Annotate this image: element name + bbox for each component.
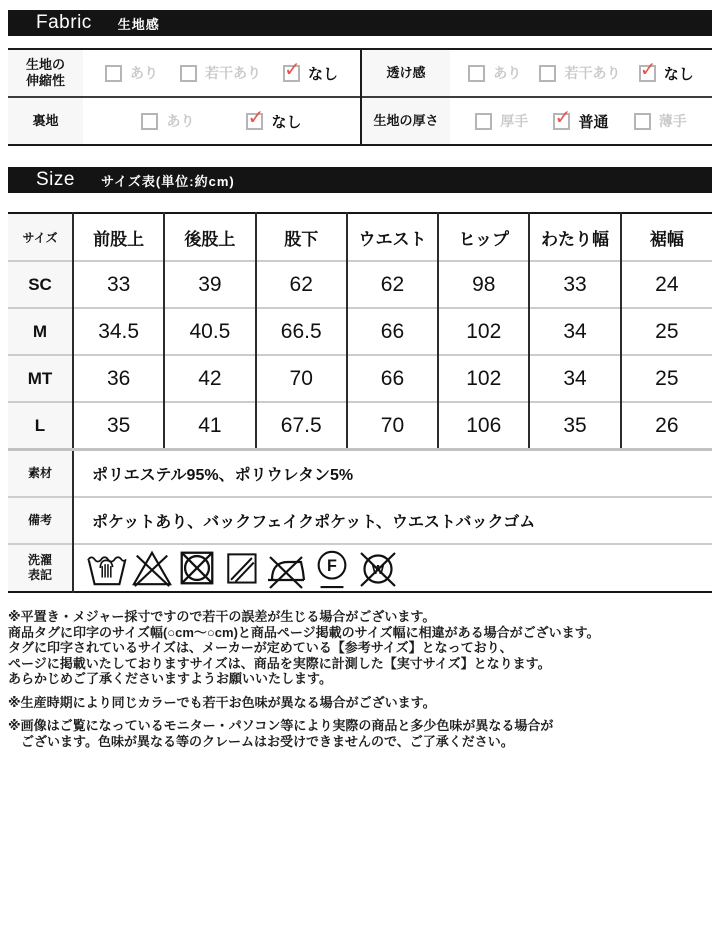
hand-wash-icon <box>86 545 128 591</box>
fabric-title-ja: 生地感 <box>117 16 160 32</box>
checkbox-unchecked-icon <box>539 65 556 82</box>
size-cell: 25 <box>621 355 712 402</box>
size-cell: 26 <box>621 402 712 450</box>
checkbox-unchecked-icon <box>180 65 197 82</box>
column-header-susohaba: 裾幅 <box>621 213 712 261</box>
svg-text:W: W <box>371 562 385 577</box>
size-row-l <box>8 402 712 450</box>
svg-text:F: F <box>327 556 337 575</box>
footnotes <box>8 609 712 749</box>
size-cell: 67.5 <box>256 402 347 450</box>
footnote-line: ページに掲載いたしておりますサイズは、商品を実際に計測した【実寸サイズ】となります。 <box>8 655 551 671</box>
size-cell: 35 <box>73 402 164 450</box>
size-cell: 62 <box>347 261 438 308</box>
size-cell: 42 <box>164 355 255 402</box>
size-cell: 35 <box>529 402 620 450</box>
option-lining-ari: あり <box>141 111 194 131</box>
dry-in-shade-icon <box>221 545 261 591</box>
fabric-thickness-options <box>450 98 712 144</box>
fabric-stretch-row <box>8 50 360 96</box>
size-section-bar <box>8 167 712 193</box>
size-cell: 25 <box>621 308 712 355</box>
footnote-monitor <box>8 718 712 749</box>
size-cell: 62 <box>256 261 347 308</box>
size-title-en: Size <box>36 169 75 190</box>
fabric-section-bar <box>8 10 712 36</box>
do-not-tumble-dry-icon <box>176 545 218 591</box>
checkbox-checked-icon <box>283 65 300 82</box>
fabric-sheer-options <box>450 50 712 96</box>
option-sheer-jakkan-ari: 若干あり <box>539 63 620 83</box>
care-label: 洗濯 表記 <box>8 544 73 592</box>
size-cell: 66 <box>347 308 438 355</box>
fabric-lining-label: 裏地 <box>8 98 83 144</box>
dry-clean-f-gentle-icon <box>311 545 353 591</box>
notes-label: 備考 <box>8 497 73 544</box>
size-title-ja: サイズ表(単位:約cm) <box>100 173 235 189</box>
fabric-thickness-row <box>362 96 712 144</box>
checkbox-unchecked-icon <box>475 113 492 130</box>
fabric-stretch-options <box>83 50 360 96</box>
size-cell: 66 <box>347 355 438 402</box>
size-cell: 33 <box>529 261 620 308</box>
footnote-line: ※生産時期により同じカラーでも若干お色味が異なる場合がございます。 <box>8 694 436 710</box>
size-cell: 40.5 <box>164 308 255 355</box>
checkbox-unchecked-icon <box>105 65 122 82</box>
column-header-waist: ウエスト <box>347 213 438 261</box>
option-stretch-nashi: ✓ なし <box>283 63 338 84</box>
fabric-table <box>8 48 712 146</box>
size-name-cell: SC <box>8 261 73 308</box>
care-row <box>8 544 712 592</box>
size-name-cell: M <box>8 308 73 355</box>
size-cell: 24 <box>621 261 712 308</box>
do-not-bleach-icon <box>131 545 173 591</box>
size-cell: 70 <box>347 402 438 450</box>
size-cell: 34 <box>529 308 620 355</box>
size-cell: 39 <box>164 261 255 308</box>
size-cell: 102 <box>438 308 529 355</box>
column-header-watari: わたり幅 <box>529 213 620 261</box>
column-header-matashita: 股下 <box>256 213 347 261</box>
size-cell: 106 <box>438 402 529 450</box>
option-stretch-ari: あり <box>105 63 158 83</box>
care-icons <box>74 545 712 591</box>
do-not-iron-icon <box>264 545 308 591</box>
footnote-line: ※画像はご覧になっているモニター・パソコン等により実際の商品と多少色味が異なる場合が <box>8 718 554 733</box>
size-name-cell: L <box>8 402 73 450</box>
size-cell: 98 <box>438 261 529 308</box>
material-value: ポリエステル95%、ポリウレタン5% <box>73 450 712 498</box>
size-column-header: サイズ <box>8 213 73 261</box>
option-thickness-futsuu: ✓ 普通 <box>553 111 608 132</box>
checkbox-unchecked-icon <box>141 113 158 130</box>
footnote-line: あらかじめご了承くださいますようお願いいたします。 <box>8 671 332 686</box>
size-row-m <box>8 308 712 355</box>
fabric-sheer-label: 透け感 <box>362 50 450 96</box>
material-row <box>8 450 712 498</box>
fabric-lining-options <box>83 98 360 144</box>
checkbox-checked-icon <box>553 113 570 130</box>
do-not-wet-clean-icon <box>356 545 400 591</box>
option-thickness-usude: 薄手 <box>634 111 687 131</box>
column-header-hip: ヒップ <box>438 213 529 261</box>
column-header-ushiroagari: 後股上 <box>164 213 255 261</box>
checkbox-checked-icon <box>246 113 263 130</box>
size-table <box>8 212 712 593</box>
size-row-sc <box>8 261 712 308</box>
option-sheer-ari: あり <box>468 63 521 83</box>
size-cell: 66.5 <box>256 308 347 355</box>
size-cell: 34.5 <box>73 308 164 355</box>
option-sheer-nashi: ✓ なし <box>639 63 694 84</box>
fabric-thickness-label: 生地の厚さ <box>362 98 450 144</box>
footnote-line: ※平置き・メジャー採寸ですので若干の誤差が生じる場合がございます。 <box>8 609 436 624</box>
footnote-line: ございます。色味が異なる等のクレームはお受けできませんので、ご了承ください。 <box>21 733 514 749</box>
notes-row <box>8 497 712 544</box>
option-lining-nashi: ✓ なし <box>246 111 301 132</box>
checkbox-unchecked-icon <box>468 65 485 82</box>
footnote-measurement <box>8 609 712 687</box>
size-cell: 36 <box>73 355 164 402</box>
size-row-mt <box>8 355 712 402</box>
size-cell: 41 <box>164 402 255 450</box>
fabric-sheer-row <box>362 50 712 96</box>
fabric-stretch-label: 生地の 伸縮性 <box>8 50 83 96</box>
checkbox-checked-icon <box>639 65 656 82</box>
option-stretch-jakkan-ari: 若干あり <box>180 63 261 83</box>
material-label: 素材 <box>8 450 73 498</box>
size-cell: 34 <box>529 355 620 402</box>
size-name-cell: MT <box>8 355 73 402</box>
fabric-title-en: Fabric <box>36 12 92 33</box>
fabric-lining-row <box>8 96 360 144</box>
size-cell: 70 <box>256 355 347 402</box>
footnote-line: タグに印字されているサイズは、メーカーが定めている【参考サイズ】となっており、 <box>8 640 513 655</box>
column-header-maeagari: 前股上 <box>73 213 164 261</box>
size-table-header-row <box>8 213 712 261</box>
footnote-line: 商品タグに印字のサイズ幅(○cm〜○cm)と商品ページ掲載のサイズ幅に相違がある場合がございます。 <box>8 624 600 640</box>
footnote-production <box>8 695 712 711</box>
checkbox-unchecked-icon <box>634 113 651 130</box>
notes-value: ポケットあり、バックフェイクポケット、ウエストバックゴム <box>73 497 712 544</box>
size-cell: 33 <box>73 261 164 308</box>
option-thickness-atsude: 厚手 <box>475 111 528 131</box>
size-cell: 102 <box>438 355 529 402</box>
